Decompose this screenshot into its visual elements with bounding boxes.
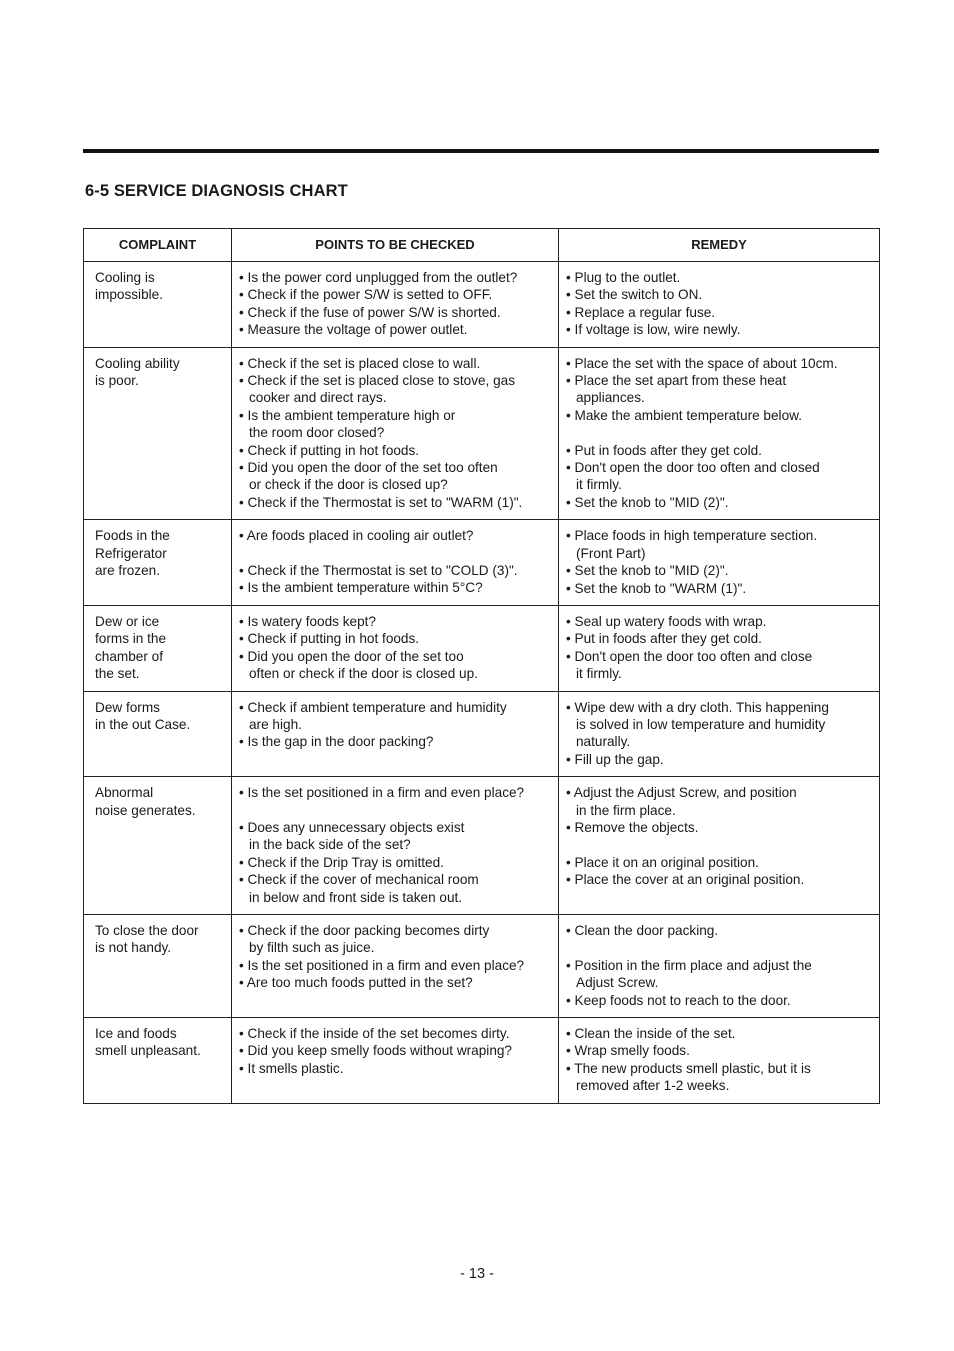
complaint-line: forms in the xyxy=(95,631,167,647)
remedy-line: • Replace a regular fuse. xyxy=(566,304,716,320)
points-line: • Did you open the door of the set too xyxy=(239,648,464,664)
points-line: are high. xyxy=(249,716,302,732)
points-line: cooker and direct rays. xyxy=(249,390,387,406)
points-cell xyxy=(232,914,559,1017)
remedy-cell xyxy=(559,520,880,606)
points-line: • Check if the Thermostat is set to "COLD (3)". xyxy=(239,563,518,579)
complaint-line: impossible. xyxy=(95,287,163,303)
complaint-line: Dew or ice xyxy=(95,613,160,629)
points-line: • It smells plastic. xyxy=(239,1060,344,1076)
remedy-line: • Place the set apart from these heat xyxy=(566,373,787,389)
complaint-line: Cooling is xyxy=(95,270,155,285)
points-line: • Check if the Thermostat is set to "WARM (1)". xyxy=(239,494,523,510)
points-line: • Is the ambient temperature high or xyxy=(239,407,456,423)
complaint-line: To close the door xyxy=(95,922,199,938)
remedy-line: • Place it on an original position. xyxy=(566,854,759,870)
points-line: • Does any unnecessary objects exist xyxy=(239,819,465,835)
remedy-line: appliances. xyxy=(576,390,645,406)
complaint-line: noise generates. xyxy=(95,802,196,818)
complaint-line: Cooling ability xyxy=(95,355,180,371)
complaint-cell xyxy=(84,520,232,606)
points-line: • Is the power cord unplugged from the outlet? xyxy=(239,270,518,285)
remedy-line: • Wipe dew with a dry cloth. This happening xyxy=(566,699,829,715)
remedy-line: • Don't open the door too often and closed xyxy=(566,460,820,476)
remedy-line: • Position in the firm place and adjust the xyxy=(566,957,812,973)
complaint-line: Refrigerator xyxy=(95,545,167,561)
remedy-line: naturally. xyxy=(576,734,631,750)
remedy-line: • Put in foods after they get cold. xyxy=(566,631,762,647)
points-line: or check if the door is closed up? xyxy=(249,477,448,493)
remedy-line: • Set the knob to "WARM (1)". xyxy=(566,580,747,596)
remedy-line: • Seal up watery foods with wrap. xyxy=(566,613,767,629)
line-spacer xyxy=(566,424,873,441)
remedy-line: • Set the knob to "MID (2)". xyxy=(566,494,729,510)
complaint-line: is poor. xyxy=(95,373,139,389)
points-cell xyxy=(232,691,559,777)
remedy-line: it firmly. xyxy=(576,666,622,682)
remedy-line: is solved in low temperature and humidity xyxy=(576,716,826,732)
remedy-cell xyxy=(559,1018,880,1104)
remedy-cell xyxy=(559,347,880,520)
diagnosis-chart xyxy=(83,228,880,1104)
table-row xyxy=(84,520,880,606)
points-cell xyxy=(232,1018,559,1104)
complaint-line: Abnormal xyxy=(95,785,154,801)
remedy-line: • Put in foods after they get cold. xyxy=(566,442,762,458)
complaint-line: Ice and foods xyxy=(95,1026,177,1041)
complaint-cell xyxy=(84,347,232,520)
column-header-points: POINTS TO BE CHECKED xyxy=(232,229,559,262)
remedy-line: • Set the knob to "MID (2)". xyxy=(566,563,729,579)
points-cell xyxy=(232,605,559,691)
remedy-line: Adjust Screw. xyxy=(576,975,659,991)
points-line: often or check if the door is closed up. xyxy=(249,666,478,682)
points-cell xyxy=(232,777,559,915)
page-number: - 13 - xyxy=(460,1266,494,1282)
complaint-line: the set. xyxy=(95,666,140,682)
remedy-line: • Place the cover at an original position. xyxy=(566,872,805,888)
remedy-line: • Set the switch to ON. xyxy=(566,287,703,303)
remedy-line: it firmly. xyxy=(576,477,622,493)
points-line: by filth such as juice. xyxy=(249,940,375,956)
complaint-line: Dew forms xyxy=(95,699,160,715)
complaint-line: is not handy. xyxy=(95,940,172,956)
remedy-line: • If voltage is low, wire newly. xyxy=(566,322,741,338)
points-line: • Check if putting in hot foods. xyxy=(239,631,420,647)
remedy-line: • Make the ambient temperature below. xyxy=(566,407,802,423)
points-line: • Check if the cover of mechanical room xyxy=(239,872,479,888)
points-line: • Measure the voltage of power outlet. xyxy=(239,322,468,338)
points-line: • Check if the Drip Tray is omitted. xyxy=(239,854,444,870)
complaint-line: are frozen. xyxy=(95,563,160,579)
remedy-line: • Adjust the Adjust Screw, and position xyxy=(566,785,797,801)
table-row xyxy=(84,347,880,520)
remedy-cell xyxy=(559,914,880,1017)
points-line: • Are too much foods putted in the set? xyxy=(239,975,473,991)
remedy-line: • Fill up the gap. xyxy=(566,751,664,767)
remedy-line: • Place the set with the space of about 10cm. xyxy=(566,355,838,371)
complaint-cell xyxy=(84,691,232,777)
line-spacer xyxy=(239,802,552,819)
remedy-line: • Wrap smelly foods. xyxy=(566,1043,690,1059)
table-row xyxy=(84,914,880,1017)
remedy-cell xyxy=(559,605,880,691)
remedy-cell xyxy=(559,777,880,915)
column-header-complaint: COMPLAINT xyxy=(84,229,232,262)
remedy-line: • Place foods in high temperature section. xyxy=(566,528,818,544)
complaint-cell xyxy=(84,605,232,691)
points-line: • Check if putting in hot foods. xyxy=(239,442,420,458)
remedy-line: • Remove the objects. xyxy=(566,819,699,835)
chart-body xyxy=(84,262,880,1104)
points-cell xyxy=(232,262,559,348)
points-line: • Is the gap in the door packing? xyxy=(239,734,434,750)
points-line: • Is the set positioned in a firm and even place? xyxy=(239,785,525,801)
header-row xyxy=(84,229,880,262)
points-line: • Is the set positioned in a firm and even place? xyxy=(239,957,525,973)
complaint-line: in the out Case. xyxy=(95,716,191,732)
remedy-line: • Clean the door packing. xyxy=(566,922,719,938)
points-line: • Is watery foods kept? xyxy=(239,613,376,629)
points-line: the room door closed? xyxy=(249,425,385,441)
points-line: • Check if ambient temperature and humidity xyxy=(239,699,507,715)
line-spacer xyxy=(566,836,873,853)
points-cell xyxy=(232,520,559,606)
points-line: • Did you keep smelly foods without wraping? xyxy=(239,1043,512,1059)
points-line: • Is the ambient temperature within 5°C? xyxy=(239,580,483,596)
section-title: 6-5 SERVICE DIAGNOSIS CHART xyxy=(85,182,348,200)
top-rule xyxy=(83,149,879,153)
points-cell xyxy=(232,347,559,520)
points-line: • Are foods placed in cooling air outlet? xyxy=(239,528,474,544)
remedy-line: (Front Part) xyxy=(576,545,646,561)
points-line: • Check if the door packing becomes dirty xyxy=(239,922,490,938)
points-line: in the back side of the set? xyxy=(249,837,411,853)
points-line: • Check if the power S/W is setted to OFF. xyxy=(239,287,493,303)
remedy-line: in the firm place. xyxy=(576,802,676,818)
table-row xyxy=(84,691,880,777)
points-line: • Check if the set is placed close to wall. xyxy=(239,355,481,371)
remedy-line: • Clean the inside of the set. xyxy=(566,1026,736,1041)
complaint-line: chamber of xyxy=(95,648,164,664)
complaint-cell xyxy=(84,914,232,1017)
column-header-remedy: REMEDY xyxy=(559,229,880,262)
points-line: • Check if the set is placed close to stove, gas xyxy=(239,373,516,389)
table-row xyxy=(84,777,880,915)
complaint-cell xyxy=(84,1018,232,1104)
table-row xyxy=(84,262,880,348)
complaint-cell xyxy=(84,777,232,915)
line-spacer xyxy=(239,545,552,562)
remedy-cell xyxy=(559,691,880,777)
remedy-line: • Plug to the outlet. xyxy=(566,270,681,285)
table-row xyxy=(84,605,880,691)
line-spacer xyxy=(566,939,873,956)
remedy-line: • Don't open the door too often and close xyxy=(566,648,813,664)
table-row xyxy=(84,1018,880,1104)
remedy-line: • The new products smell plastic, but it is xyxy=(566,1060,811,1076)
remedy-line: • Keep foods not to reach to the door. xyxy=(566,992,791,1008)
remedy-cell xyxy=(559,262,880,348)
points-line: • Did you open the door of the set too often xyxy=(239,460,498,476)
points-line: • Check if the inside of the set becomes dirty. xyxy=(239,1026,510,1041)
points-line: • Check if the fuse of power S/W is shorted. xyxy=(239,304,501,320)
complaint-line: Foods in the xyxy=(95,528,170,544)
complaint-line: smell unpleasant. xyxy=(95,1043,201,1059)
remedy-line: removed after 1-2 weeks. xyxy=(576,1078,730,1094)
points-line: in below and front side is taken out. xyxy=(249,889,463,905)
complaint-cell xyxy=(84,262,232,348)
